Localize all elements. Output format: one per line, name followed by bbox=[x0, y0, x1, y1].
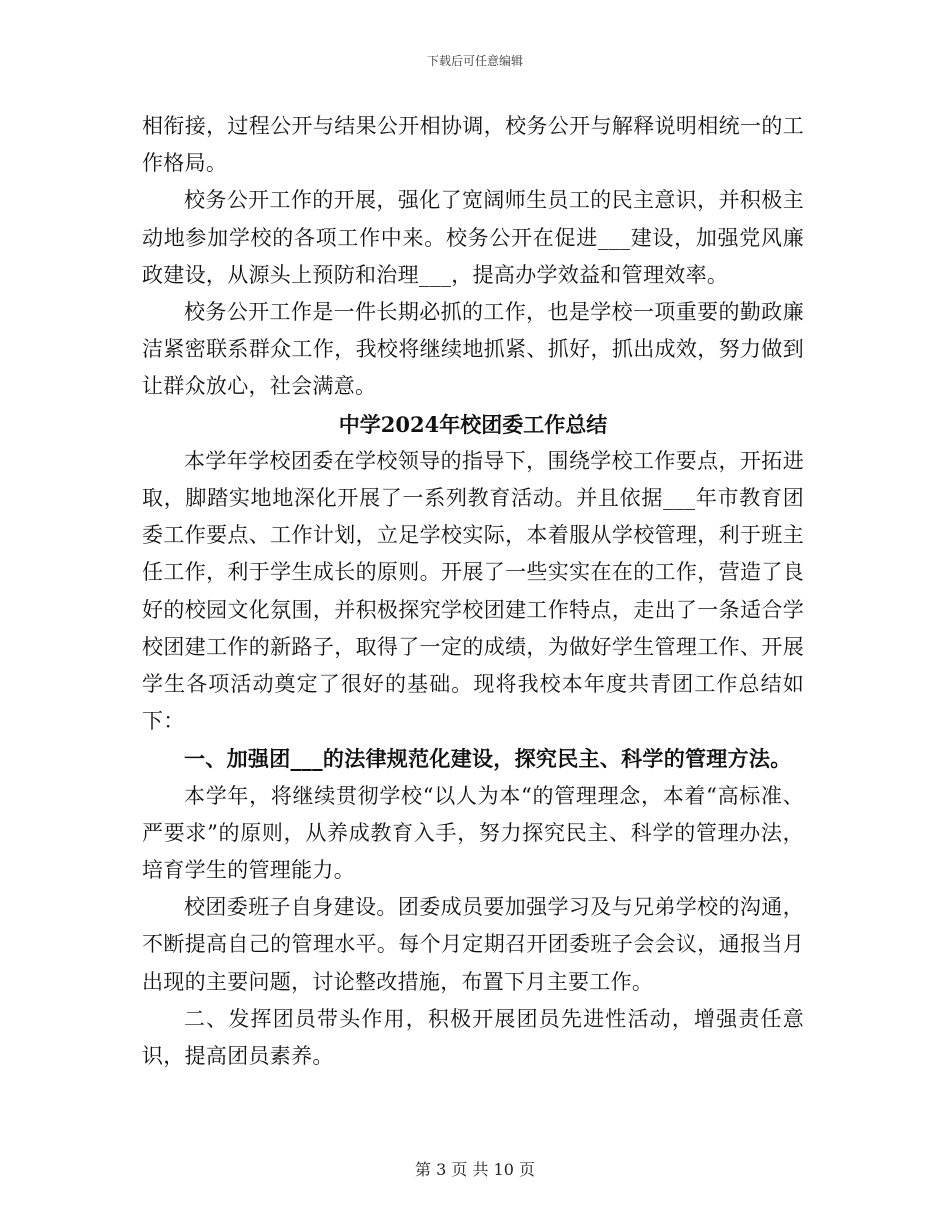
section-title: 中学2024年校团委工作总结 bbox=[338, 411, 608, 437]
paragraph-summary-intro: 本学年学校团委在学校领导的指导下，围绕学校工作要点，开拓进取，脚踏实地地深化开展了一系列教育活动。并且依据___年市教育团委工作要点、工作计划，立足学校实际，本着服从学校管理，利于班主任工作，利于学生成长的原则。开展了一些实实在在的工作，营造了良好的校园文化氛围，并积极探究学校团建工作特点，走出了一条适合学校团建工作的新路子，取得了一定的成绩，为做好学生管理工作、开展学生各项活动奠定了很好的基础。现将我校本年度共青团工作总结如下： bbox=[142, 448, 804, 734]
page-number-footer: 第 3 页 共 10 页 bbox=[415, 1160, 535, 1179]
paragraph-school-affairs-effect: 校务公开工作的开展，强化了宽阔师生员工的民主意识，并积极主动地参加学校的各项工作中来。校务公开在促进___建设，加强党风廉政建设，从源头上预防和治理___，提高办学效益和管理效率。 bbox=[142, 188, 804, 287]
paragraph-school-affairs-longterm: 校务公开工作是一件长期必抓的工作，也是学校一项重要的勤政廉洁紧密联系群众工作，我校将继续地抓紧、抓好，抓出成效，努力做到让群众放心，社会满意。 bbox=[142, 300, 804, 399]
paragraph-section-two: 二、发挥团员带头作用，积极开展团员先进性活动，增强责任意识，提高团员素养。 bbox=[142, 1006, 804, 1069]
heading-section-one: 一、加强团___的法律规范化建设，探究民主、科学的管理方法。 bbox=[184, 746, 792, 772]
paragraph-management-concept: 本学年，将继续贯彻学校“以人为本“的管理理念，本着“高标准、严要求”的原则，从养成教育入手，努力探究民主、科学的管理办法，培育学生的管理能力。 bbox=[142, 783, 804, 883]
paragraph-continuation: 相衔接，过程公开与结果公开相协调，校务公开与解释说明相统一的工作格局。 bbox=[142, 114, 804, 176]
document-body bbox=[142, 108, 804, 1075]
page-header-note: 下载后可任意编辑 bbox=[426, 54, 523, 68]
paragraph-committee-building: 校团委班子自身建设。团委成员要加强学习及与兄弟学校的沟通，不断提高自己的管理水平。每个月定期召开团委班子会会议，通报当月出现的主要问题，讨论整改措施，布置下月主要工作。 bbox=[142, 895, 804, 994]
